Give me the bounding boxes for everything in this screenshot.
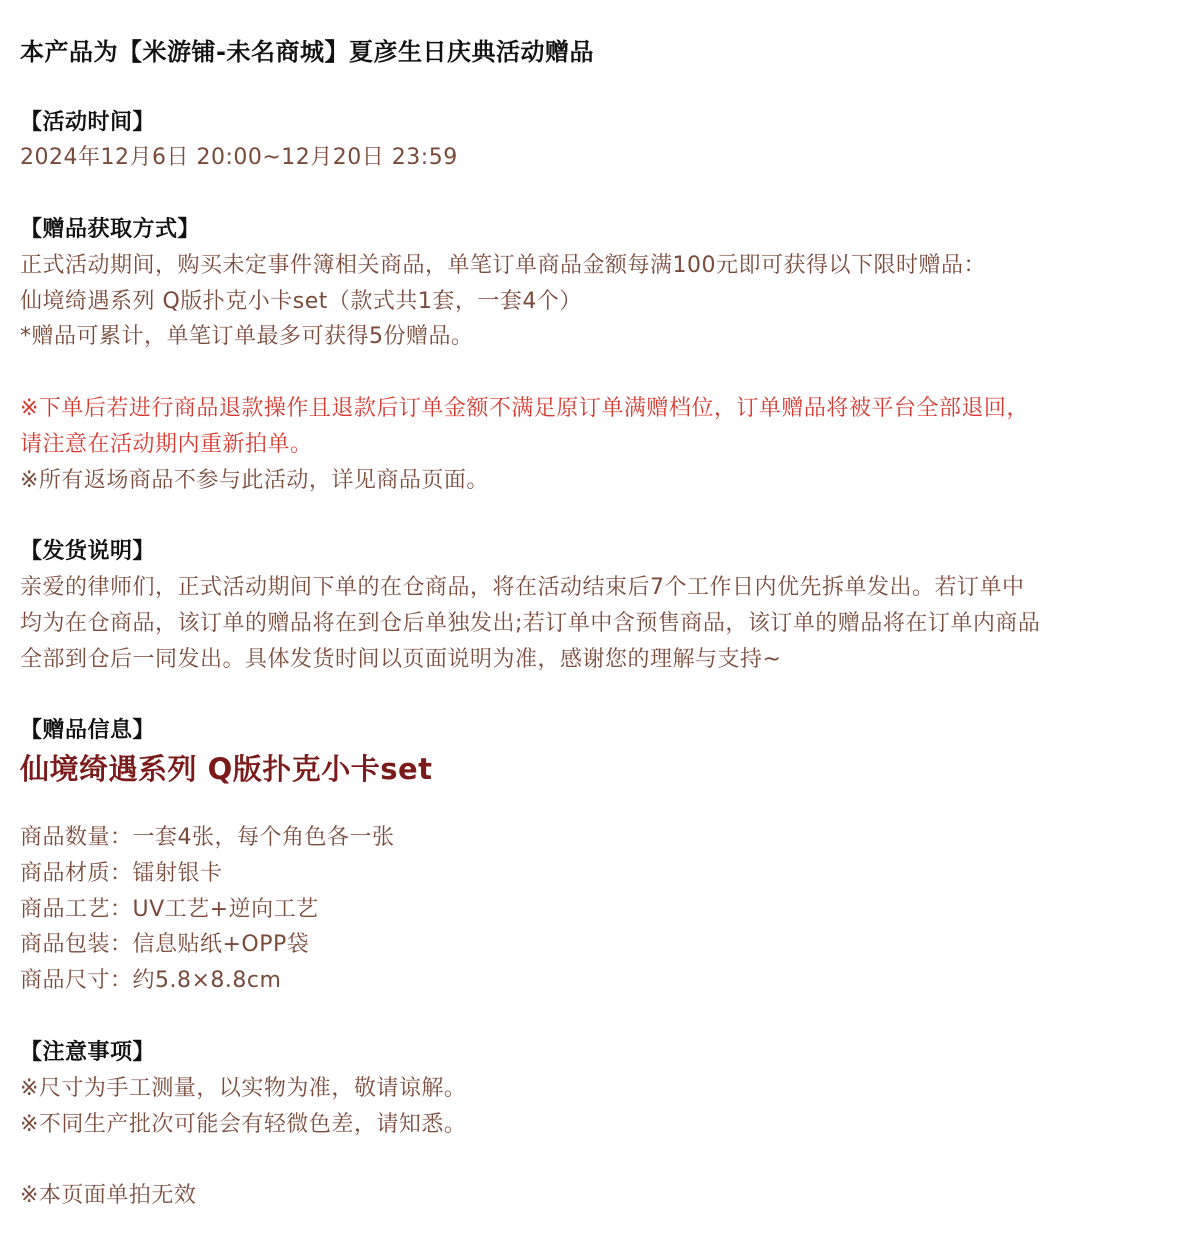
spec-line: 商品包装：信息贴纸+OPP袋 <box>20 932 310 957</box>
refund-warning-line: ※下单后若进行商品退款操作且退款后订单金额不满足原订单满赠档位，订单赠品将被平台全部退回， <box>20 396 1029 421</box>
shipping-heading: 【发货说明】 <box>20 539 156 564</box>
return-items-note: ※所有返场商品不参与此活动，详见商品页面。 <box>20 468 489 493</box>
gift-method-line: 正式活动期间，购买未定事件簿相关商品，单笔订单商品金额每满100元即可获得以下限时赠品： <box>20 253 986 278</box>
refund-warning-line: 请注意在活动期内重新拍单。 <box>20 432 313 457</box>
shipping-line: 全部到仓后一同发出。具体发货时间以页面说明为准，感谢您的理解与支持~ <box>20 647 782 672</box>
shipping-line: 亲爱的律师们，正式活动期间下单的在仓商品，将在活动结束后7个工作日内优先拆单发出。若订单中 <box>20 575 1025 600</box>
gift-info-heading: 【赠品信息】 <box>20 718 156 743</box>
notes-line: ※尺寸为手工测量，以实物为准，敬请谅解。 <box>20 1076 467 1101</box>
activity-time-value: 2024年12月6日 20:00~12月20日 23:59 <box>20 145 458 170</box>
gift-method-line: *赠品可累计，单笔订单最多可获得5份赠品。 <box>20 324 474 349</box>
notes-line: ※不同生产批次可能会有轻微色差，请知悉。 <box>20 1112 467 1137</box>
shipping-line: 均为在仓商品，该订单的赠品将在到仓后单独发出;若订单中含预售商品，该订单的赠品将在订单内商品 <box>20 611 1041 636</box>
activity-time-heading: 【活动时间】 <box>20 110 156 135</box>
spec-line: 商品工艺：UV工艺+逆向工艺 <box>20 897 319 922</box>
page-title: 本产品为【米游铺-未名商城】夏彦生日庆典活动赠品 <box>20 38 594 66</box>
notes-heading: 【注意事项】 <box>20 1040 156 1065</box>
gift-product-name: 仙境绮遇系列 Q版扑克小卡set <box>20 752 433 786</box>
footer-note: ※本页面单拍无效 <box>20 1183 197 1208</box>
gift-method-line: 仙境绮遇系列 Q版扑克小卡set（款式共1套，一套4个） <box>20 289 582 314</box>
spec-line: 商品材质：镭射银卡 <box>20 861 223 886</box>
gift-method-heading: 【赠品获取方式】 <box>20 217 201 242</box>
spec-line: 商品尺寸：约5.8×8.8cm <box>20 968 282 993</box>
spec-line: 商品数量：一套4张，每个角色各一张 <box>20 825 395 850</box>
